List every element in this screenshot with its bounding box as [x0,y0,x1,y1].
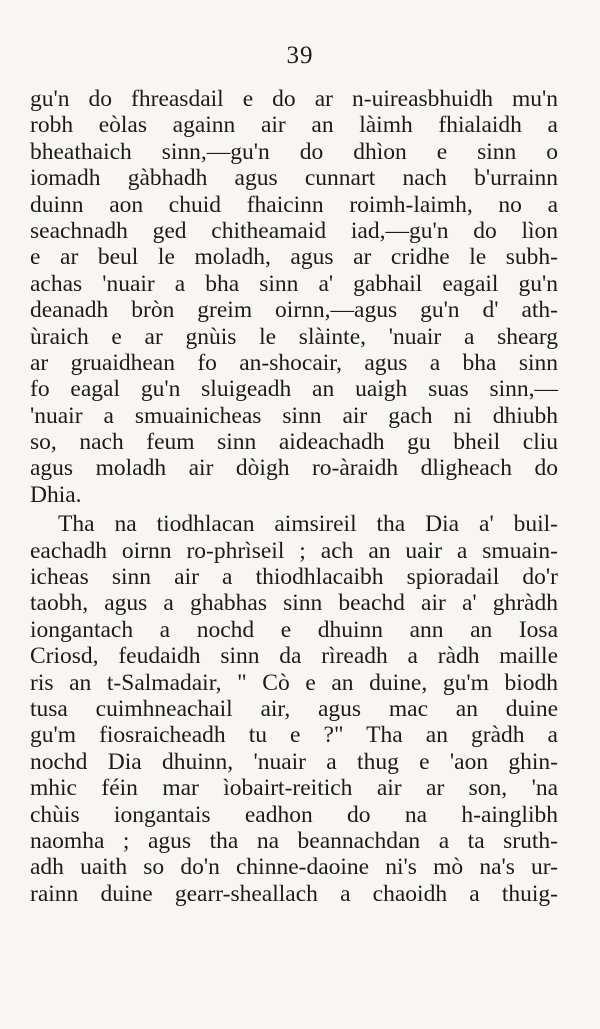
text-line: 'nuair a smuainicheas sinn air gach ni dhiubh [30,402,558,429]
text-line: eachadh oirnn ro-phrìseil ; ach an uair a smuain- [30,537,558,564]
text-line: chùis iongantais eadhon do na h-ainglibh [30,801,558,828]
text-line: naomha ; agus tha na beannachdan a ta sruth- [30,827,558,854]
text-line: bheathaich sinn,—gu'n do dhìon e sinn o [30,138,558,165]
text-line: taobh, agus a ghabhas sinn beachd air a' ghràdh [30,590,558,617]
text-line: ris an t-Salmadair, " Cò e an duine, gu'm biodh [30,669,558,696]
text-line: nochd Dia dhuinn, 'nuair a thug e 'aon ghin- [30,748,558,775]
page-number: 39 [286,42,314,69]
text-line: tusa cuimhneachail air, agus mac an duine [30,695,558,722]
text-line: gu'n do fhreasdail e do ar n-uireasbhuidh mu'n [30,86,558,112]
body-text [30,86,558,907]
text-line: achas 'nuair a bha sinn a' gabhail eagail gu'n [30,270,558,297]
paragraph [30,511,558,907]
text-line: rainn duine gearr-sheallach a chaoidh a thuig- [30,880,558,907]
text-line: icheas sinn air a thiodhlacaibh spioradail do'r [30,564,558,591]
text-line: agus moladh air dòigh ro-àraidh dligheach do [30,455,558,482]
text-line: fo eagal gu'n sluigeadh an uaigh suas sinn,— [30,376,558,403]
text-line: mhic féin mar ìobairt-reitich air ar son, 'na [30,775,558,802]
text-line: deanadh bròn greim oirnn,—agus gu'n d' ath- [30,297,558,324]
text-line: Tha na tiodhlacan aimsireil tha Dia a' buil- [58,511,558,538]
text-line: ùraich e ar gnùis le slàinte, 'nuair a shearg [30,323,558,350]
text-line: so, nach feum sinn aideachadh gu bheil cliu [30,429,558,456]
text-line: robh eòlas againn air an làimh fhialaidh a [30,112,558,139]
text-line: e ar beul le moladh, agus ar cridhe le subh- [30,244,558,271]
text-line: iomadh gàbhadh agus cunnart nach b'urrainn [30,165,558,192]
text-line: Criosd, feudaidh sinn da rìreadh a ràdh maille [30,643,558,670]
text-line: duinn aon chuid fhaicinn roimh-laimh, no a [30,191,558,218]
text-line: gu'm fiosraicheadh tu e ?" Tha an gràdh a [30,722,558,749]
text-line: iongantach a nochd e dhuinn ann an Iosa [30,616,558,643]
paragraph [30,86,558,508]
text-line: ar gruaidhean fo an-shocair, agus a bha sinn [30,349,558,376]
text-line: adh uaith so do'n chinne-daoine ni's mò na's ur- [30,854,558,881]
text-line: Dhia. [30,481,82,508]
text-line: seachnadh ged chitheamaid iad,—gu'n do lìon [30,217,558,244]
